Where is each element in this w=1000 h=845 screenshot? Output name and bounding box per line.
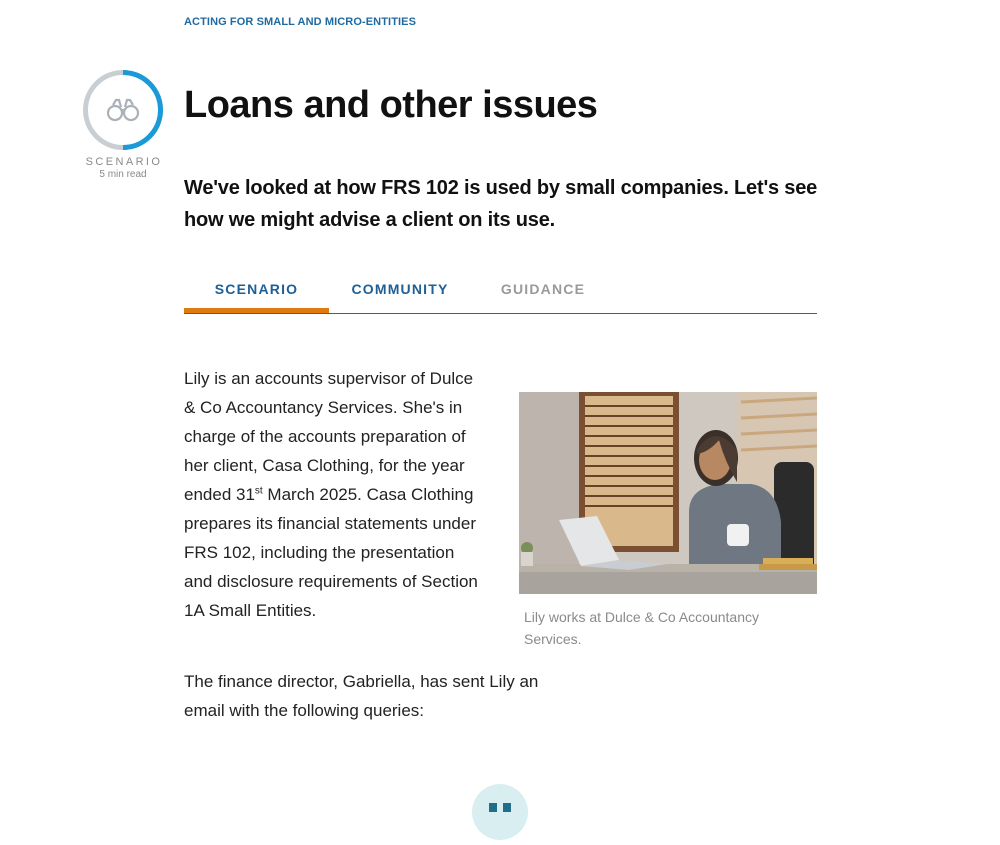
- tab-guidance[interactable]: GUIDANCE: [500, 281, 586, 297]
- scenario-figure: [519, 392, 817, 650]
- office-photo: [519, 392, 817, 594]
- scenario-paragraph-2: The finance director, Gabriella, has sent Lily an email with the following queries:: [184, 672, 539, 720]
- progress-ring: [82, 69, 164, 151]
- intro-text: We've looked at how FRS 102 is used by small companies. Let's see how we might advise a client on its use.: [184, 177, 818, 231]
- page-title: Loans and other issues: [184, 84, 598, 126]
- tab-scenario[interactable]: SCENARIO: [184, 274, 329, 313]
- binoculars-icon: [108, 100, 138, 120]
- breadcrumb[interactable]: ACTING FOR SMALL AND MICRO-ENTITIES: [184, 16, 417, 28]
- badge-label: SCENARIO: [85, 156, 163, 168]
- quote-icon: [472, 784, 528, 840]
- figure-caption: Lily works at Dulce & Co Accountancy Services.: [524, 609, 759, 647]
- paragraph-text: Lily is an accounts supervisor of Dulce & Co Accountancy Services. She's in charge of the accounts preparation of her client, Casa Clothing, for the year ended 31: [184, 369, 474, 504]
- paragraph-text-cont: March 2025. Casa Clothing prepares its financial statements under FRS 102, including the presentation and disclosure requirements of Section 1A Small Entities.: [184, 485, 478, 620]
- tab-bar: [184, 274, 817, 314]
- scenario-paragraph-1: [184, 364, 484, 625]
- tab-community[interactable]: COMMUNITY: [351, 281, 449, 297]
- scenario-badge: [82, 69, 164, 180]
- read-time: 5 min read: [99, 169, 147, 180]
- ordinal-suffix: st: [254, 485, 263, 497]
